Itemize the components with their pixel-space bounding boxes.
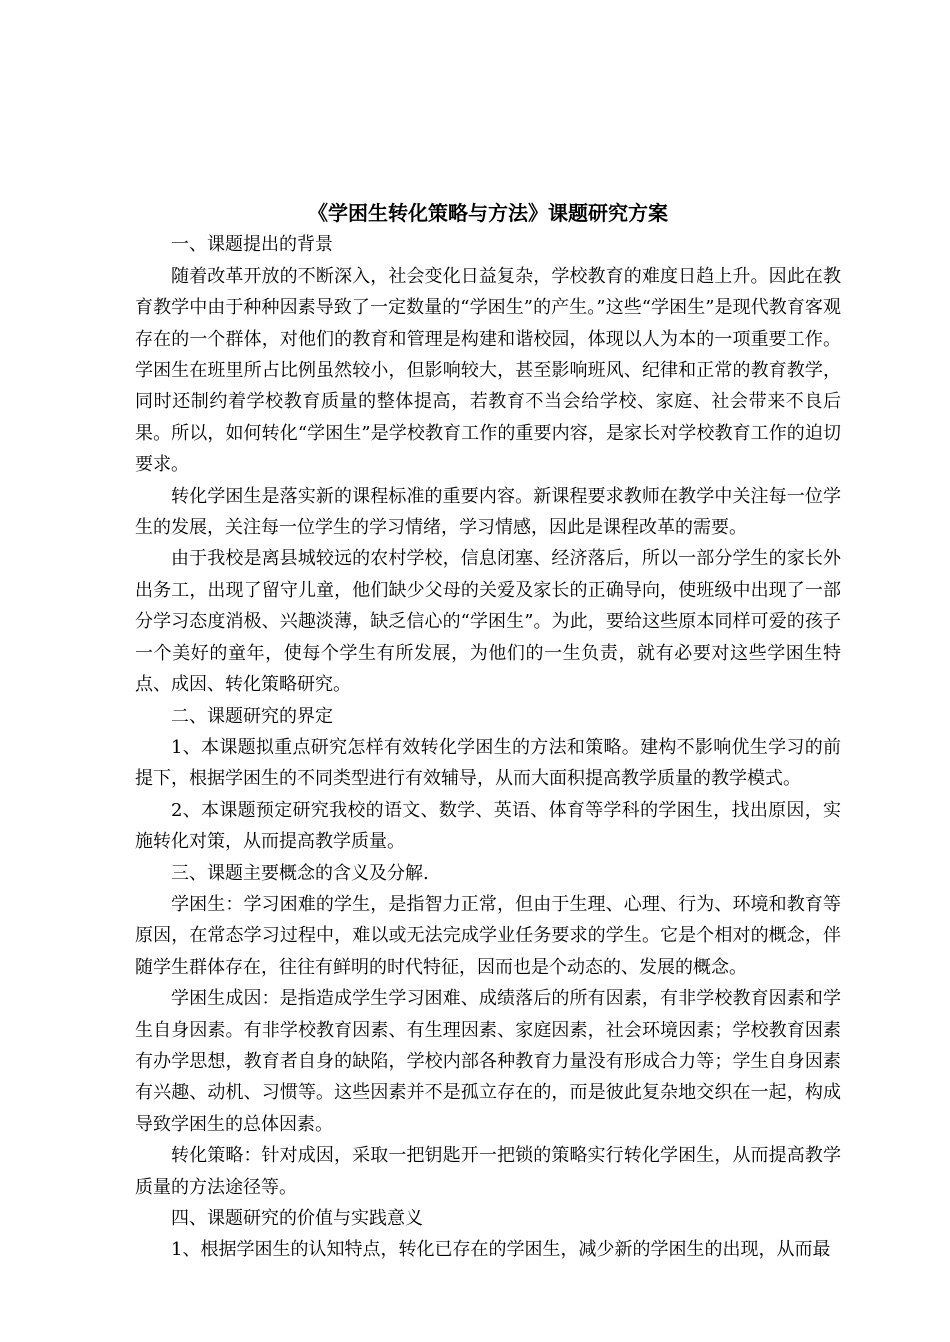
paragraph-concept-causes: 学困生成因：是指造成学生学习困难、成绩落后的所有因素，有非学校教育因素和学生自身因素。有非学校教育因素、有生理因素、家庭因素，社会环境因素；学校教育因素有办学思想，教育者自身的缺陷，学校内部各种教育力量没有形成合力等；学生自身因素有兴趣、动机、习惯等。这些因素并不是孤立存在的，而是彼此复杂地交织在一起，构成导致学困生的总体因素。: [135, 988, 841, 1135]
paragraph-definition-2: 2、本课题预定研究我校的语文、数学、英语、体育等学科的学困生，找出原因，实施转化对策，从而提高教学质量。: [135, 799, 841, 853]
paragraph-background-1: 随着改革开放的不断深入，社会变化日益复杂，学校教育的难度日趋上升。因此在教育教学中由于种种因素导致了一定数量的“学困生”的产生。”这些“学困生”是现代教育客观存在的一个群体，对他们的教育和管理是构建和谐校园，体现以人为本的一项重要工作。学困生在班里所占比例虽然较小，但影响较大，甚至影响班风、纪律和正常的教育教学，同时还制约着学校教育质量的整体提高，若教育不当会给学校、家庭、社会带来不良后果。所以，如何转化“学困生”是学校教育工作的重要内容，是家长对学校教育工作的迫切要求。: [135, 265, 841, 476]
paragraph-background-3: 由于我校是离县城较远的农村学校，信息闭塞、经济落后，所以一部分学生的家长外出务工，出现了留守儿童，他们缺少父母的关爱及家长的正确导向，使班级中出现了一部分学习态度消极、兴趣淡薄，缺乏信心的“学困生”。为此，要给这些原本同样可爱的孩子一个美好的童年，使每个学生有所发展，为他们的一生负责，就有必要对这些学困生特点、成因、转化策略研究。: [135, 548, 841, 696]
document-body: [135, 198, 841, 1266]
section-heading-concepts: 三、课题主要概念的含义及分解.: [171, 862, 429, 884]
document-title: 《学困生转化策略与方法》课题研究方案: [308, 201, 668, 225]
paragraph-value-1: 1、根据学困生的认知特点，转化已存在的学困生，减少新的学困生的出现，从而最: [171, 1239, 831, 1261]
paragraph-definition-1: 1、本课题拟重点研究怎样有效转化学困生的方法和策略。建构不影响优生学习的前提下，根据学困生的不同类型进行有效辅导，从而大面积提高教学质量的教学模式。: [135, 736, 841, 790]
section-heading-definition: 二、课题研究的界定: [171, 705, 333, 727]
paragraph-background-2: 转化学困生是落实新的课程标准的重要内容。新课程要求教师在教学中关注每一位学生的发展，关注每一位学生的学习情绪，学习情感，因此是课程改革的需要。: [135, 485, 841, 539]
paragraph-concept-strategy: 转化策略：针对成因，采取一把钥匙开一把锁的策略实行转化学困生，从而提高教学质量的方法途径等。: [135, 1145, 841, 1198]
section-heading-value: 四、课题研究的价值与实践意义: [171, 1208, 423, 1229]
paragraph-concept-struggling-student: 学困生：学习困难的学生，是指智力正常，但由于生理、心理、行为、环境和教育等原因，在常态学习过程中，难以或无法完成学业任务要求的学生。它是个相对的概念，伴随学生群体存在，往往有鲜明的时代特征，因而也是个动态的、发展的概念。: [135, 893, 841, 978]
section-heading-background: 一、课题提出的背景: [171, 234, 333, 256]
